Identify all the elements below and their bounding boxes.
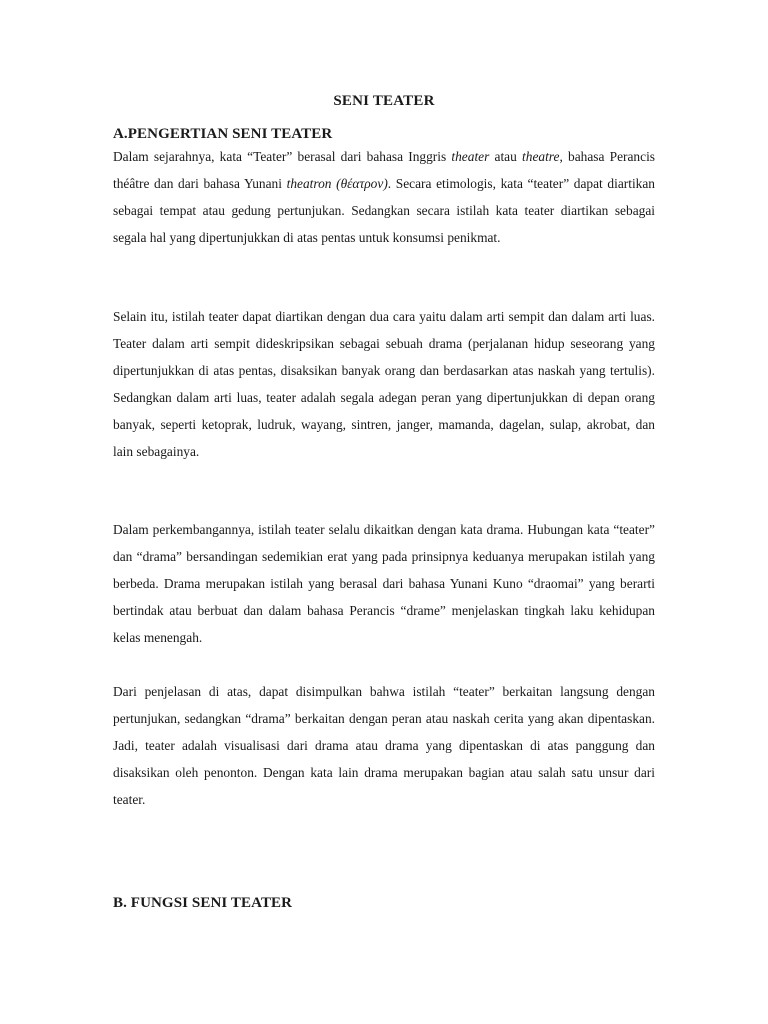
document-title: SENI TEATER: [333, 93, 435, 109]
paragraph-3: Dalam perkembangannya, istilah teater selalu dikaitkan dengan kata drama. Hubungan kata “teater” dan “drama” bersandingan sedemikian erat yang pada prinsipnya keduanya merupakan istilah yang berbeda. Drama merupakan istilah yang berasal dari bahasa Yunani Kuno “draomai” yang berarti bertindak atau berbuat dan dalam bahasa Perancis “drame” menjelaskan tingkah laku kehidupan kelas menengah.: [113, 522, 655, 645]
paragraph-1-italic-3: theatron (θέατρον): [286, 176, 388, 191]
paragraph-2: Selain itu, istilah teater dapat diartikan dengan dua cara yaitu dalam arti sempit dan dalam arti luas. Teater dalam arti sempit dideskripsikan sebagai sebuah drama (perjalanan hidup seseorang yang dipertunjukkan di atas pentas, disaksikan banyak orang dan berdasarkan atas naskah yang tertulis). Sedangkan dalam arti luas, teater adalah segala adegan peran yang dipertunjukkan di depan orang banyak, seperti ketoprak, ludruk, wayang, sintren, janger, mamanda, dagelan, sulap, akrobat, dan lain sebagainya.: [113, 309, 655, 459]
section-b-heading: B. FUNGSI SENI TEATER: [113, 895, 293, 911]
paragraph-4: Dari penjelasan di atas, dapat disimpulkan bahwa istilah “teater” berkaitan langsung dengan pertunjukan, sedangkan “drama” berkaitan dengan peran atau naskah cerita yang akan dipentaskan. Jadi, teater adalah visualisasi dari drama atau drama yang dipentaskan di atas panggung dan disaksikan oleh penonton. Dengan kata lain drama merupakan bagian atau salah satu unsur dari teater.: [113, 684, 655, 807]
paragraph-1: [113, 143, 655, 251]
paragraph-1-italic-1: theater: [451, 149, 490, 164]
paragraph-1-text-2: atau: [489, 149, 523, 164]
paragraph-1-text-4: . Secara etimologis, kata “teater” dapat diartikan sebagai tempat atau gedung pertunjukan. Sedangkan secara istilah kata teater diartikan sebagai segala hal yang dipertunjukkan di atas pentas untuk konsumsi penikmat.: [113, 176, 655, 245]
paragraph-1-italic-2: theatre: [522, 149, 560, 164]
section-a-heading: A.PENGERTIAN SENI TEATER: [113, 126, 333, 142]
paragraph-1-text-1: Dalam sejarahnya, kata “Teater” berasal dari bahasa Inggris: [113, 149, 452, 164]
paragraph-1-text-3: , bahasa Perancis théâtre dan dari bahasa Yunani: [113, 149, 655, 191]
